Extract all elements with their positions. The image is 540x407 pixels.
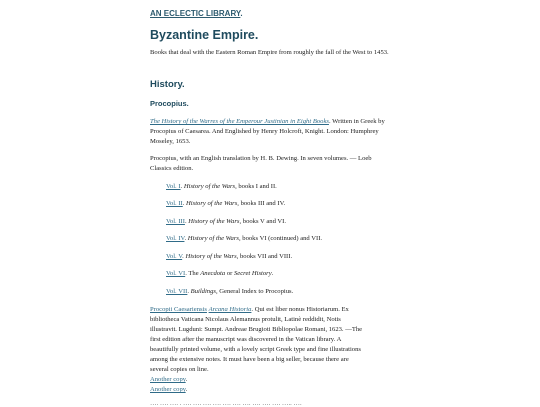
entry-dewing: Procopius, with an English translation by H. B. Dewing. In seven volumes. — Loeb Classics edition. bbox=[150, 155, 372, 172]
holcroft-book-details: . Written in Greek by Procopius of Caesarea. And Englished by Henry Holcroft, Knight. London: Humphrey Moseley, 1653. bbox=[150, 118, 385, 145]
arcana-historia-link[interactable]: Arcana Historia bbox=[208, 306, 252, 313]
site-home-link[interactable]: AN ECLECTIC LIBRARY bbox=[150, 9, 241, 18]
volume-title: History of the Wars bbox=[188, 218, 240, 225]
volume-item bbox=[166, 269, 273, 279]
volume-desc: , books VI (continued) and VII. bbox=[238, 235, 323, 242]
cutoff-text-line: …. …. …. . …. …. …. …. …. …. …. …. …. …. ….. …. bbox=[150, 400, 302, 407]
volume-desc: , books III and IV. bbox=[237, 200, 286, 207]
volume-title-alt: Secret History bbox=[233, 270, 272, 277]
volume-item bbox=[166, 234, 322, 244]
volume-sep: . bbox=[184, 218, 189, 225]
volume-link[interactable]: Vol. V bbox=[166, 253, 183, 260]
volume-title: History of the Wars bbox=[186, 200, 238, 207]
volume-item bbox=[166, 182, 277, 192]
entry-holcroft bbox=[150, 117, 394, 147]
volume-item bbox=[166, 287, 293, 297]
page-title: Byzantine Empire. bbox=[150, 28, 259, 42]
another-copy-line: Another copy. bbox=[150, 386, 188, 393]
volume-sep: . bbox=[187, 288, 191, 295]
entry-alemannus-line: beautifully printed volume, with a lovely script Greek type and fine illustrations bbox=[150, 346, 361, 353]
volume-title: History of the Wars bbox=[183, 183, 236, 190]
volume-link[interactable]: Vol. VI bbox=[166, 270, 186, 277]
volume-title: Buildings bbox=[190, 288, 216, 295]
volume-desc: , General Index to Procopius. bbox=[215, 288, 294, 295]
volume-desc-end: . bbox=[271, 270, 274, 277]
holcroft-book-link[interactable]: The History of the Warres of the Emperour Justinian in Eight Books bbox=[150, 118, 329, 125]
volume-link[interactable]: Vol. III bbox=[166, 218, 185, 225]
entry-alemannus-line: bibliotheca Vaticana Nicolaus Alemannus protulit, Latinè reddidit, Notis bbox=[150, 316, 341, 323]
another-copy-link[interactable]: Another copy bbox=[150, 386, 186, 393]
site-header-trail: . bbox=[240, 9, 243, 18]
volume-title: History of the Wars bbox=[187, 235, 239, 242]
volume-title: History of the Wars bbox=[185, 253, 237, 260]
volume-sep: . bbox=[180, 183, 184, 190]
volume-link[interactable]: Vol. VII bbox=[166, 288, 188, 295]
entry-alemannus-line: among the extensive notes. It must have been a big seller, because there are bbox=[150, 356, 349, 363]
author-heading: Procopius. bbox=[150, 99, 189, 108]
another-copy-link[interactable]: Another copy bbox=[150, 376, 186, 383]
volume-sep: . bbox=[182, 253, 186, 260]
volume-sep: . bbox=[184, 235, 188, 242]
entry-alemannus-line: several copies on line. bbox=[150, 366, 209, 373]
page-intro: Books that deal with the Eastern Roman Empire from roughly the fall of the West to 1453. bbox=[150, 49, 389, 56]
section-heading: History. bbox=[150, 79, 185, 90]
volume-prefix: The bbox=[188, 270, 201, 277]
volume-sep: . bbox=[182, 200, 187, 207]
volume-item bbox=[166, 217, 286, 227]
another-copy-line: Another copy. bbox=[150, 376, 188, 383]
entry-alemannus-line: first edition after the manuscript was discovered in the Vatican library. A bbox=[150, 336, 342, 343]
volume-item bbox=[166, 199, 285, 209]
volume-desc: , books VII and VIII. bbox=[236, 253, 293, 260]
site-header bbox=[150, 9, 243, 18]
volume-link[interactable]: Vol. IV bbox=[166, 235, 185, 242]
volume-desc: or bbox=[225, 270, 234, 277]
procopii-caesariensis-link[interactable]: Procopii Caesariensis bbox=[150, 306, 207, 313]
volume-link[interactable]: Vol. II bbox=[166, 200, 183, 207]
alemannus-details: . Qui est liber nonus Historiarum. Ex bbox=[251, 306, 349, 313]
volume-title: Anecdota bbox=[200, 270, 226, 277]
volume-item bbox=[166, 252, 292, 262]
entry-alemannus-line bbox=[150, 305, 349, 315]
volume-sep: . bbox=[185, 270, 189, 277]
volume-desc: , books V and VI. bbox=[239, 218, 286, 225]
volume-desc: , books I and II. bbox=[235, 183, 277, 190]
volume-link[interactable]: Vol. I bbox=[166, 183, 181, 190]
entry-alemannus-line: illustravit. Lugduni: Sumpt. Andreae Brugioti Bibliopolae Romani, 1623. —The bbox=[150, 326, 363, 333]
